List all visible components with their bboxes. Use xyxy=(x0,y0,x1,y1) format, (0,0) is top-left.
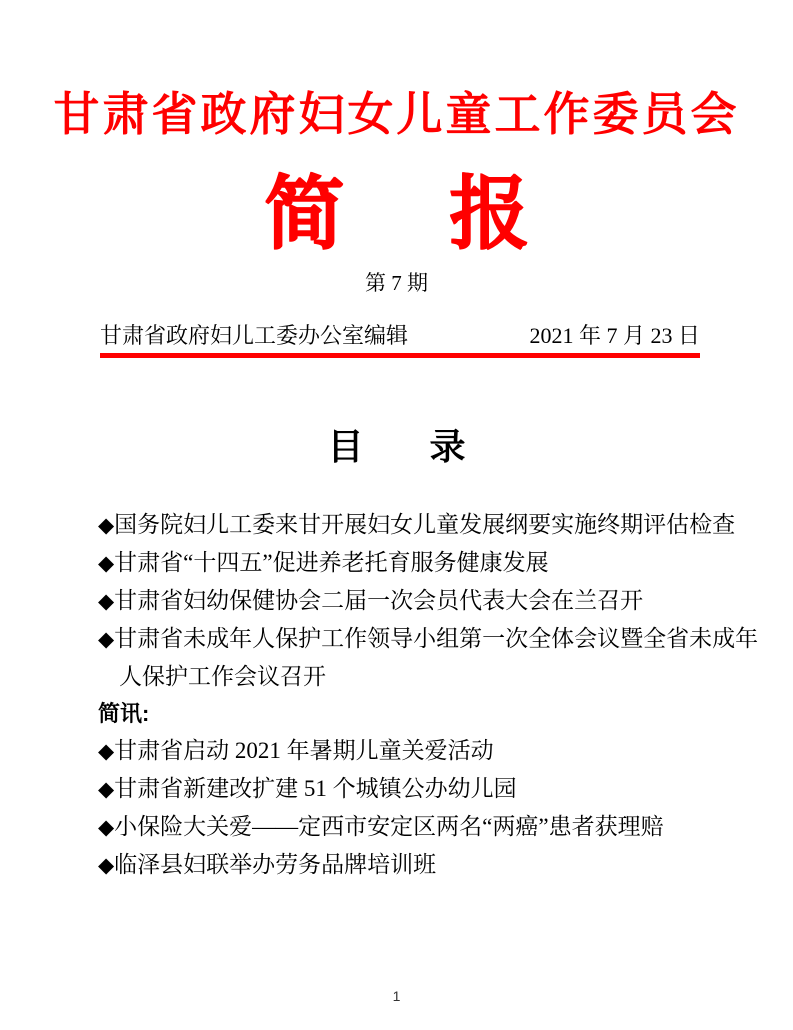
diamond-bullet-icon: ◆ xyxy=(98,626,115,651)
toc-item-text: 小保险大关爱——定西市安定区两名“两癌”患者获理赔 xyxy=(114,813,664,839)
masthead-char-bao: 报 xyxy=(449,169,529,258)
toc-item-text: 国务院妇儿工委来甘开展妇女儿童发展纲要实施终期评估检查 xyxy=(114,511,736,537)
toc-item xyxy=(98,544,728,582)
toc-item-text: 甘肃省妇幼保健协会二届一次会员代表大会在兰召开 xyxy=(114,587,644,613)
toc-item xyxy=(98,770,728,808)
masthead-char-jian: 简 xyxy=(264,169,344,258)
diamond-bullet-icon: ◆ xyxy=(98,738,115,763)
issue-number: 第 7 期 xyxy=(365,271,428,295)
bulletin-masthead xyxy=(0,169,793,258)
toc-item xyxy=(98,846,728,884)
diamond-bullet-icon: ◆ xyxy=(98,550,115,575)
editor-label: 甘肃省政府妇儿工委办公室编辑 xyxy=(100,323,409,349)
page-number: 1 xyxy=(392,988,401,1004)
document-page xyxy=(0,89,793,1030)
diamond-bullet-icon: ◆ xyxy=(98,776,115,801)
toc-item-text: 临泽县妇联举办劳务品牌培训班 xyxy=(114,851,437,877)
toc-item xyxy=(98,506,736,544)
issue-date: 2021 年 7 月 23 日 xyxy=(529,323,700,349)
toc-item xyxy=(98,808,728,846)
toc-item-text: 甘肃省启动 2021 年暑期儿童关爱活动 xyxy=(114,737,494,763)
toc-item-continuation: 人保护工作会议召开 xyxy=(119,663,326,689)
red-divider-rule xyxy=(100,353,700,358)
toc-item-text: 甘肃省新建改扩建 51 个城镇公办幼儿园 xyxy=(114,775,517,801)
toc-heading xyxy=(0,428,793,468)
toc-section-label-briefs: 简讯: xyxy=(98,700,150,726)
toc-item xyxy=(98,582,728,620)
toc-heading-char-mu: 目 xyxy=(327,427,364,468)
diamond-bullet-icon: ◆ xyxy=(98,852,115,877)
toc-item-text: 甘肃省未成年人保护工作领导小组第一次全体会议暨全省未成年 xyxy=(114,625,759,651)
diamond-bullet-icon: ◆ xyxy=(98,588,115,613)
table-of-contents xyxy=(98,506,759,884)
diamond-bullet-icon: ◆ xyxy=(98,814,115,839)
diamond-bullet-icon: ◆ xyxy=(98,512,115,537)
toc-item xyxy=(98,732,728,770)
toc-heading-char-lu: 录 xyxy=(429,427,466,468)
toc-item xyxy=(98,620,759,658)
editor-date-row xyxy=(100,323,700,349)
committee-title: 甘肃省政府妇女儿童工作委员会 xyxy=(53,89,740,140)
toc-item-text: 甘肃省“十四五”促进养老托育服务健康发展 xyxy=(114,549,549,575)
